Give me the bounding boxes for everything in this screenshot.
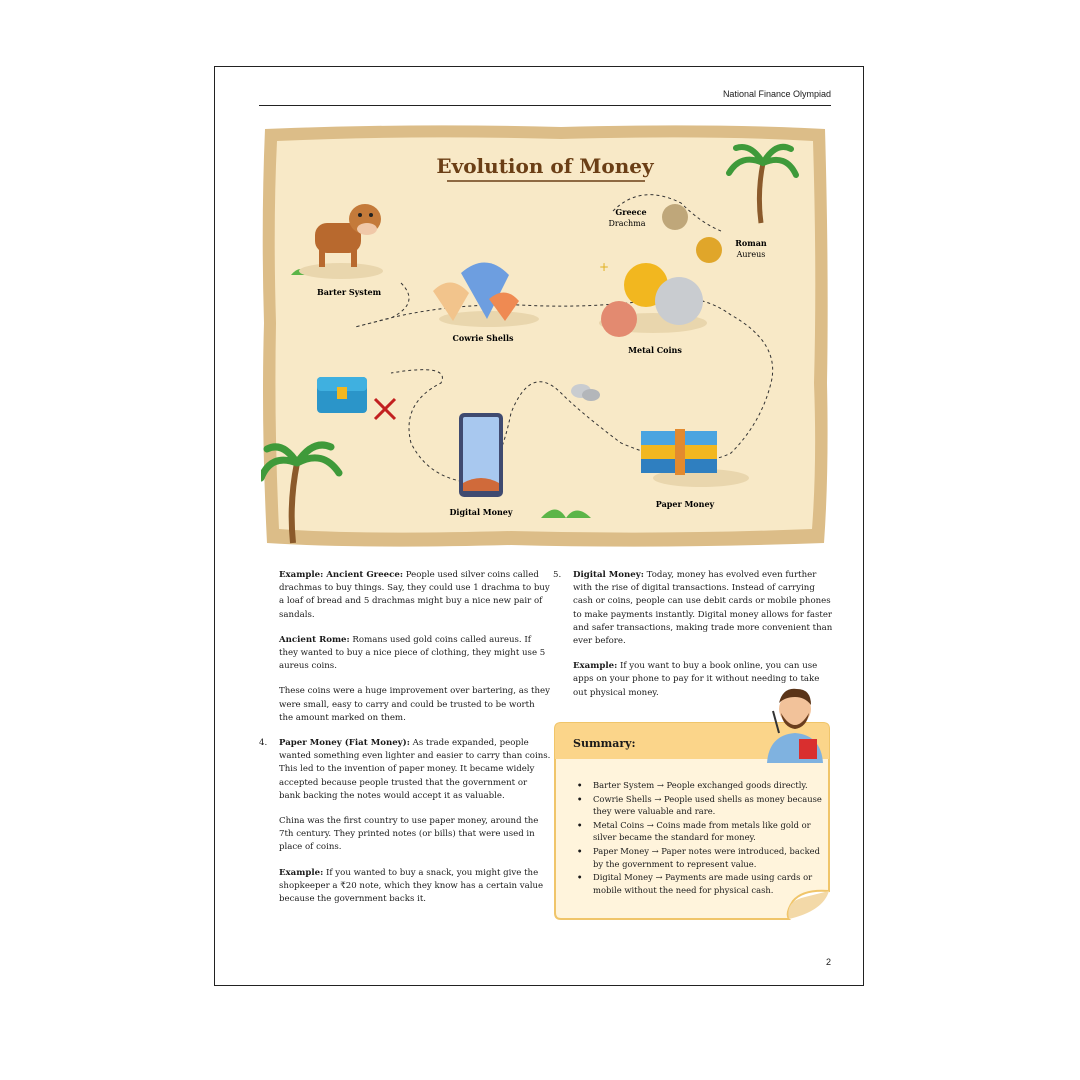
summary-list [575, 779, 825, 897]
paragraph-ancient-greece: Example: Ancient Greece: People used silver coins called drachmas to buy things. Say, they could use 1 drachma to buy a loaf of bread and 5 drachmas might buy a nice new pair of sandals. [279, 570, 550, 620]
label-metal: Metal Coins [628, 345, 682, 355]
teacher-avatar-icon [759, 681, 831, 763]
sparkle-icon: + [599, 260, 610, 274]
document-page [214, 66, 864, 986]
label-barter: Barter System [316, 287, 382, 297]
list-item-digital-money: 5. Digital Money: Today, money has evolved even further with the rise of digital transactions. Instead of carrying cash or coins, people can use debit cards or mobile phones to make payments instantly. Digital money allows for faster and safer transactions, making trade more convenient than ever before. [553, 570, 833, 647]
page-number: 2 [825, 957, 831, 967]
summary-item: • Paper Money → Paper notes were introduced, backed by the government to represent value. [575, 845, 825, 870]
summary-item: • Cowrie Shells → People used shells as money because they were valuable and rare. [575, 793, 825, 818]
label-paper: Paper Money [655, 499, 715, 509]
drachma-coin-icon [662, 204, 688, 230]
label-roman: Roman [735, 238, 767, 248]
label-drachma: Drachma [608, 219, 646, 228]
left-column [259, 569, 551, 918]
label-aureus: Aureus [736, 250, 766, 259]
paragraph-book-example: Example: If you want to buy a book online, you can use apps on your phone to pay for it without needing to take out physical money. [573, 661, 820, 698]
label-greece: Greece [615, 207, 647, 217]
paragraph-china: China was the first country to use paper money, around the 7th century. They printed notes (or bills) that were used in place of coins. [279, 816, 539, 853]
paragraph-ancient-rome: Ancient Rome: Romans used gold coins called aureus. If they wanted to buy a nice piece of clothing, they might use 5 aureus coins. [279, 634, 546, 672]
summary-title: Summary: [573, 737, 636, 750]
label-cowrie: Cowrie Shells [452, 333, 514, 343]
paragraph-snack-example: Example: If you wanted to buy a snack, you might give the shopkeeper a ₹20 note, which they know has a certain value because the government backs it. [279, 867, 544, 905]
summary-item: • Barter System → People exchanged goods directly. [575, 779, 825, 792]
aureus-coin-icon [696, 237, 722, 263]
treasure-map-svg [261, 123, 829, 549]
smartphone-icon [459, 413, 503, 497]
treasure-chest-icon [317, 377, 367, 413]
evolution-map-illustration [261, 123, 829, 549]
paragraph-coins-improvement: These coins were a huge improvement over bartering, as they were small, easy to carry and could be trusted to be worth the amount marked on them. [279, 686, 550, 723]
summary-item: • Metal Coins → Coins made from metals like gold or silver became the standard for money. [575, 819, 825, 844]
map-title: Evolution of Money [436, 154, 654, 178]
summary-item: • Digital Money → Payments are made using cards or mobile without the need for physical cash. [575, 871, 825, 896]
header-title: National Finance Olympiad [722, 89, 831, 99]
page-header [259, 87, 831, 106]
list-item-paper-money: 4. Paper Money (Fiat Money): As trade expanded, people wanted something even lighter and easier to carry than coins. This led to the invention of paper money. It became widely accepted because people trusted that the government or bank backing the notes would accept it as valuable. [259, 738, 551, 801]
label-digital: Digital Money [449, 507, 513, 517]
